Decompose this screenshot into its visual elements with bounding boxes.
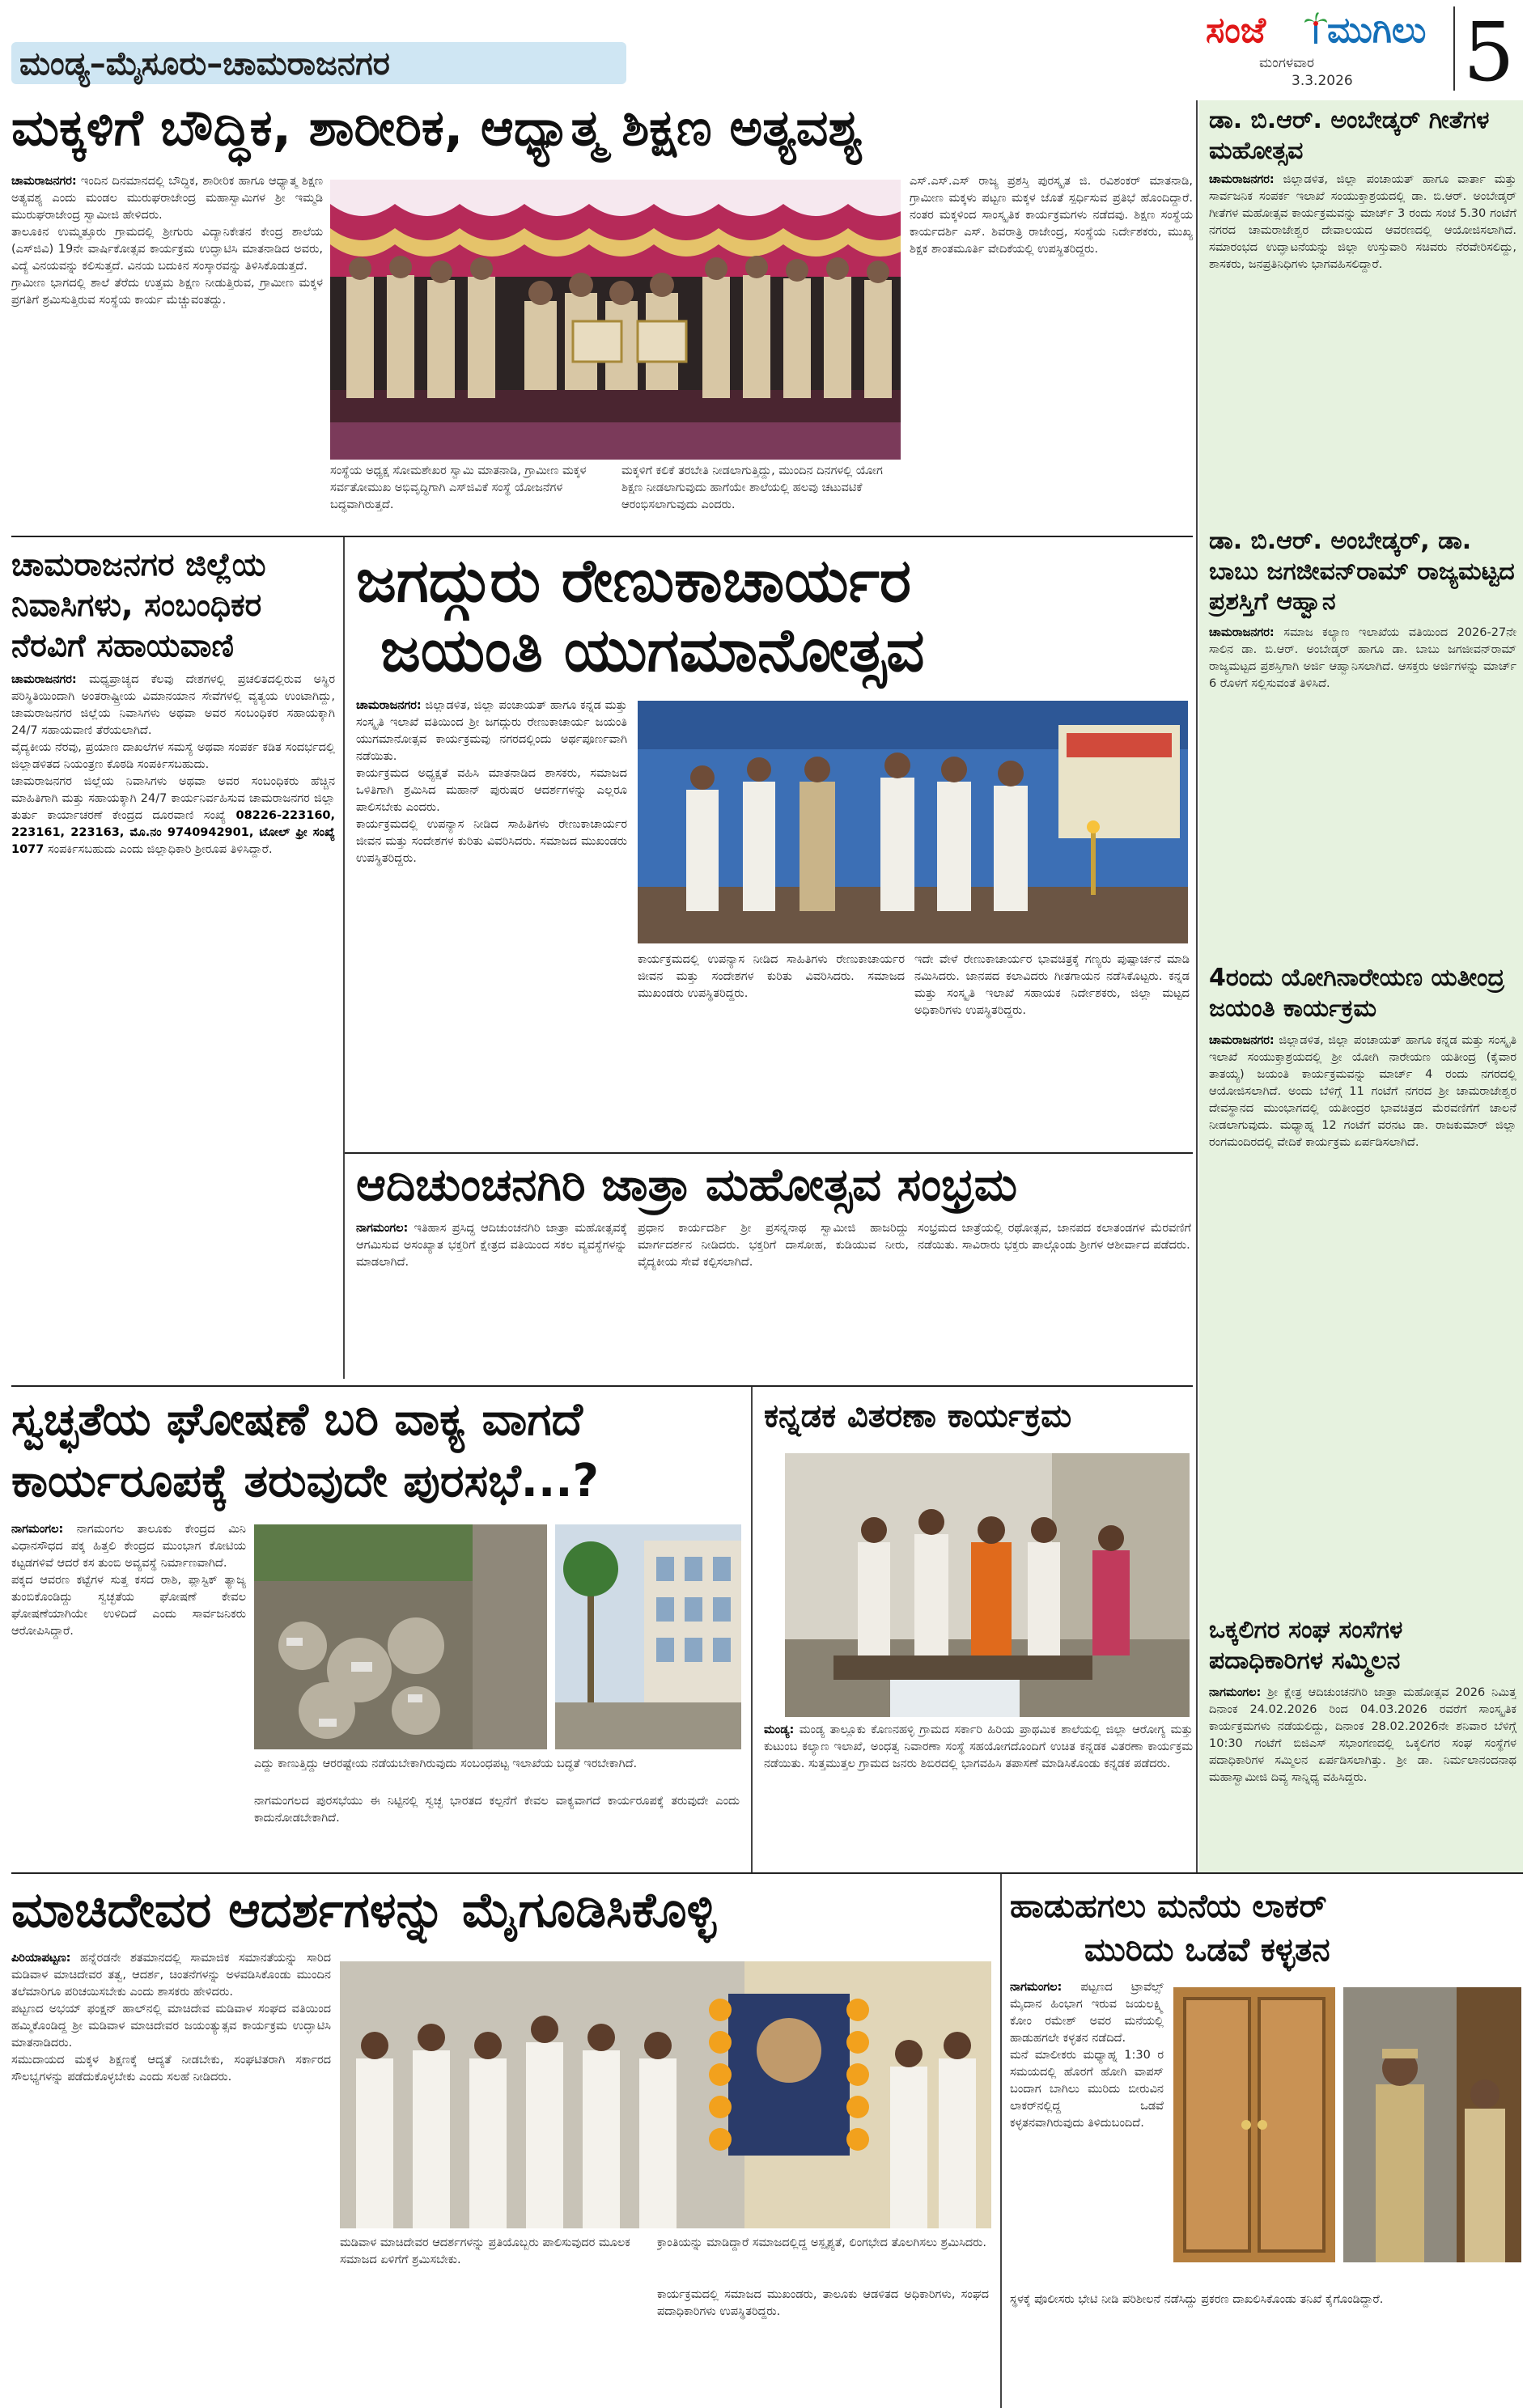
sidebar-vokkaliga-body — [1209, 1685, 1516, 1866]
sidebar-headline-vokkaliga: ಒಕ್ಕಲಿಗರ ಸಂಘ ಸಂಸೆಗಳ ಪದಾಧಿಕಾರಿಗಳ ಸಮ್ಮಿಲನ — [1209, 1616, 1403, 1675]
column-divider — [1196, 100, 1198, 1872]
article-helpline-body — [11, 672, 335, 1376]
lead-paragraph: ನಾಗಮಂಗಲ ತಾಲೂಕು ಕೇಂದ್ರದ ಮಿನಿ ವಿಧಾನಸೌಧದ ಪಕ್ಕ ಹಿತ್ತಲಿ ಕೇಂದ್ರದ ಮುಂಭಾಗ ಕೋಟಿಯ ಕಟ್ಟಡಗಳಿವೆ ಆದರೆ ಕಸ ತುಂಬಿ ಅವ್ಯವಸ್ಥೆ ನಿರ್ಮಾಣವಾಗಿದೆ. — [11, 1523, 246, 1570]
sidebar-headline-ambedkar-songs: ಡಾ. ಬಿ.ಆರ್. ಅಂಬೇಡ್ಕರ್ ಗೀತೆಗಳ ಮಹೋತ್ಸವ — [1209, 106, 1490, 165]
paragraph: ಸಮಾಜ ಕಲ್ಯಾಣ ಇಲಾಖೆಯ ವತಿಯಿಂದ 2026-27ನೇ ಸಾಲಿನ ಡಾ. ಬಿ.ಆರ್. ಅಂಬೇಡ್ಕರ್ ಹಾಗೂ ಡಾ. ಬಾಬು ಜಗಜೀವನ್‌ರಾಮ್ ರಾಜ್ಯಮಟ್ಟದ ಪ್ರಶಸ್ತಿಗಾಗಿ ಅರ್ಜಿ ಆಹ್ವಾನಿಸಲಾಗಿದೆ. ಆಸಕ್ತರು ಅರ್ಜಿಗಳನ್ನು ಮಾರ್ಚ್ 6 ರೊಳಗೆ ಸಲ್ಲಿಸುವಂತೆ ತಿಳಿಸಿದೆ. — [1209, 626, 1516, 690]
column-divider — [751, 1387, 753, 1872]
dateline: ಚಾಮರಾಜನಗರ: — [1209, 626, 1275, 639]
article-theft-conclusion: ಸ್ಥಳಕ್ಕೆ ಪೊಲೀಸರು ಭೇಟಿ ನೀಡಿ ಪರಿಶೀಲನೆ ನಡೆಸಿದ್ದು ಪ್ರಕರಣ ದಾಖಲಿಸಿಕೊಂಡು ತನಿಖೆ ಕೈಗೊಂಡಿದ್ದಾರೆ. — [1010, 2293, 1384, 2306]
sidebar-award-body — [1209, 625, 1516, 948]
photo-caption-left: ಸಂಸ್ಥೆಯ ಅಧ್ಯಕ್ಷ ಸೋಮಶೇಖರ ಸ್ವಾಮಿ ಮಾತನಾಡಿ, ಗ್ರಾಮೀಣ ಮಕ್ಕಳ ಸರ್ವತೋಮುಖ ಅಭಿವೃದ್ಧಿಗಾಗಿ ಎಸ್‌ಜಿವಿಕೆ ಸಂಸ್ಥೆ ಯೋಜನೆಗಳ ಬದ್ಧವಾಗಿರುತ್ತದೆ. — [330, 464, 587, 511]
lead-paragraph: ಜಿಲ್ಲಾಡಳಿತ, ಜಿಲ್ಲಾ ಪಂಚಾಯತ್ ಹಾಗೂ ಕನ್ನಡ ಮತ್ತು ಸಂಸ್ಕೃತಿ ಇಲಾಖೆ ವತಿಯಿಂದ ಶ್ರೀ ಜಗದ್ಗುರು ರೇಣುಕಾಚಾರ್ಯ ಜಯಂತಿ ಯುಗಮಾನೋತ್ಸವ ಕಾರ್ಯಕ್ರಮವು ನಗರದಲ್ಲಿಂದು ಅರ್ಥಪೂರ್ಣವಾಗಿ ನಡೆಯಿತು. — [356, 699, 627, 763]
paragraph: ತಾಲೂಕಿನ ಉಮ್ಮತ್ತೂರು ಗ್ರಾಮದಲ್ಲಿ ಶ್ರೀಗುರು ವಿದ್ಯಾನಿಕೇತನ ಕೇಂದ್ರ ಶಾಲೆಯ (ಎಸ್‌ಜಿವಿ) 19ನೇ ವಾರ್ಷಿಕೋತ್ಸವ ಕಾರ್ಯಕ್ರಮ ಉದ್ಘಾಟಿಸಿ ಮಾತನಾಡಿದ ಅವರು, ವಿದ್ಯೆ ವಿನಯವನ್ನು ಕಲಿಸುತ್ತದೆ. ವಿನಯ ಬದುಕಿನ ಸಂಸ್ಕಾರವನ್ನು ತಿಳಿಸಿಕೊಡುತ್ತದೆ. — [11, 226, 323, 273]
issue-day: ಮಂಗಳವಾರ — [1259, 55, 1315, 71]
article-renukacharya-body — [356, 697, 627, 1151]
lamp-lighting-illustration — [638, 701, 1188, 943]
article-education-right-column: ಎಸ್.ಎಸ್.ಎಸ್ ರಾಜ್ಯ ಪ್ರಶಸ್ತಿ ಪುರಸ್ಕೃತ ಜಿ. ರವಿಶಂಕರ್ ಮಾತನಾಡಿ, ಗ್ರಾಮೀಣ ಮಕ್ಕಳು ಪಟ್ಟಣ ಮಕ್ಕಳ ಜೊತೆ ಸ್ಪರ್ಧಿಸುವ ಪ್ರತಿಭೆ ಹೊಂದಿದ್ದಾರೆ. ನಂತರ ಮಕ್ಕಳಿಂದ ಸಾಂಸ್ಕೃತಿಕ ಕಾರ್ಯಕ್ರಮಗಳು ನಡೆದವು. ಶಿಕ್ಷಣ ಸಂಸ್ಥೆಯ ಕಾರ್ಯದರ್ಶಿ ಎಸ್. ಶಿವರಾತ್ರಿ ರಾಜೇಂದ್ರ, ಸಂಸ್ಥೆಯ ನಿರ್ದೇಶಕರು, ಮುಖ್ಯ ಶಿಕ್ಷಕ ಶಾಂತಮೂರ್ತಿ ವೇದಿಕೆಯಲ್ಲಿ ಉಪಸ್ಥಿತರಿದ್ದರು. — [910, 175, 1193, 256]
cupboard-illustration — [1173, 1987, 1335, 2262]
sidebar-ambedkar-songs-body — [1209, 172, 1516, 511]
photo-office-building — [555, 1524, 741, 1749]
lead-paragraph: ಇತಿಹಾಸ ಪ್ರಸಿದ್ಧ ಆದಿಚುಂಚನಗಿರಿ ಜಾತ್ರಾ ಮಹೋತ್ಸವಕ್ಕೆ ಆಗಮಿಸುವ ಅಸಂಖ್ಯಾತ ಭಕ್ತರಿಗೆ ಕ್ಷೇತ್ರದ ವತಿಯಿಂದ ಸಕಲ ವ್ಯವಸ್ಥೆಗಳನ್ನು ಮಾಡಲಾಗಿದೆ. — [356, 1222, 627, 1269]
photo-broken-cupboard — [1173, 1987, 1335, 2262]
photo-machideva-jayanti — [340, 1961, 991, 2228]
masthead-divider — [1453, 6, 1455, 91]
garbage-illustration — [254, 1524, 547, 1749]
paragraph: ಪಕ್ಕದ ಆವರಣ ಕಟ್ಟೆಗಳ ಸುತ್ತ ಕಸದ ರಾಶಿ, ಪ್ಲಾಸ್ಟಿಕ್ ತ್ಯಾಜ್ಯ ತುಂಬಿಕೊಂಡಿದ್ದು ಸ್ವಚ್ಛತೆಯ ಘೋಷಣೆ ಕೇವಲ ಘೋಷಣೆಯಾಗಿಯೇ ಉಳಿದಿದೆ ಎಂದು ಸಾರ್ವಜನಿಕರು ಆರೋಪಿಸಿದ್ದಾರೆ. — [11, 1574, 246, 1638]
paragraph: ಸಮುದಾಯದ ಮಕ್ಕಳ ಶಿಕ್ಷಣಕ್ಕೆ ಆದ್ಯತೆ ನೀಡಬೇಕು, ಸಂಘಟಿತರಾಗಿ ಸರ್ಕಾರದ ಸೌಲಭ್ಯಗಳನ್ನು ಪಡೆದುಕೊಳ್ಳಬೇಕು ಎಂದು ಸಲಹೆ ನೀಡಿದರು. — [11, 2054, 331, 2084]
section-title: ಮಂಡ್ಯ–ಮೈಸೂರು–ಚಾಮರಾಜನಗರ — [19, 45, 390, 83]
headline-renukacharya-line2: ಜಯಂತಿ ಯುಗಮಾನೋತ್ಸವ — [380, 616, 925, 685]
lead-paragraph: ಪಟ್ಟಣದ ಟ್ರಾವೆಲ್ಸ್ ಮೈದಾನ ಹಿಂಭಾಗ ಇರುವ ಜಯಲಕ್ಷ್ಮಿ ಕೋಂ ರಮೇಶ್ ಅವರ ಮನೆಯಲ್ಲಿ ಹಾಡುಹಗಲೇ ಕಳ್ಳತನ ನಡೆದಿದೆ. — [1010, 1981, 1164, 2045]
section-rule — [11, 1385, 1193, 1387]
headline-education: ಮಕ್ಕಳಿಗೆ ಬೌದ್ಧಿಕ, ಶಾರೀರಿಕ, ಆಧ್ಯಾತ್ಮ ಶಿಕ್ಷಣ ಅತ್ಯವಶ್ಯ — [11, 98, 863, 157]
photo-caption-right: ಕ್ರಾಂತಿಯನ್ನು ಮಾಡಿದ್ದಾರೆ ಸಮಾಜದಲ್ಲಿದ್ದ ಅಸ್ಪೃಶ್ಯತೆ, ಲಿಂಗಭೇದ ತೊಲಗಿಸಲು ಶ್ರಮಿಸಿದರು. — [657, 2236, 987, 2249]
lead-paragraph: ಮಧ್ಯಪ್ರಾಚ್ಯದ ಕೆಲವು ದೇಶಗಳಲ್ಲಿ ಪ್ರಚಲಿತದಲ್ಲಿರುವ ಅಸ್ಥಿರ ಪರಿಸ್ಥಿತಿಯಿಂದಾಗಿ ಅಂತರಾಷ್ಟ್ರೀಯ ವಿಮಾನಯಾನ ಸೇವೆಗಳಲ್ಲಿ ವ್ಯತ್ಯಯ ಉಂಟಾಗಿದ್ದು, ಚಾಮರಾಜನಗರ ಜಿಲ್ಲೆಯ ನಿವಾಸಿಗಳು ಅಥವಾ ಅವರ ಸಂಬಂಧಿಕರ ಸಹಾಯಕ್ಕಾಗಿ 24/7 ಸಹಾಯವಾಣಿ ತೆರೆಯಲಾಗಿದೆ. — [11, 673, 335, 737]
article-jatra-col1 — [356, 1220, 627, 1379]
page-number: 5 — [1463, 5, 1515, 100]
article-jatra-col2: ಪ್ರಧಾನ ಕಾರ್ಯದರ್ಶಿ ಶ್ರೀ ಪ್ರಸನ್ನನಾಥ ಸ್ವಾಮೀಜಿ ಹಾಜರಿದ್ದು ಮಾರ್ಗದರ್ಶನ ನೀಡಿದರು. ಭಕ್ತರಿಗೆ ದಾಸೋಹ, ಕುಡಿಯುವ ನೀರು, ವೈದ್ಯಕೀಯ ಸೇವೆ ಕಲ್ಪಿಸಲಾಗಿದೆ. — [638, 1222, 909, 1269]
photo-caption: ಎದ್ದು ಕಾಣುತ್ತಿದ್ದು ಆರರಷ್ಟೇಯ ನಡೆಯಬೇಕಾಗಿರುವುದು ಸಂಬಂಧಪಟ್ಟ ಇಲಾಖೆಯ ಬದ್ಧತೆ ಇರಬೇಕಾಗಿದೆ. — [254, 1757, 638, 1770]
section-rule — [345, 1152, 1193, 1154]
headline-helpline-line2: ನಿವಾಸಿಗಳು, ಸಂಬಂಧಿಕರ — [11, 587, 262, 624]
headline-cleanliness-line2: ಕಾರ್ಯರೂಪಕ್ಕೆ ತರುವುದೇ ಪುರಸಭೆ...? — [11, 1455, 599, 1507]
article-renukacharya-middle: ಕಾರ್ಯಕ್ರಮದಲ್ಲಿ ಉಪನ್ಯಾಸ ನೀಡಿದ ಸಾಹಿತಿಗಳು ರೇಣುಕಾಚಾರ್ಯರ ಜೀವನ ಮತ್ತು ಸಂದೇಶಗಳ ಕುರಿತು ವಿವರಿಸಿದರು. ಸಮಾಜದ ಮುಖಂಡರು ಉಪಸ್ಥಿತರಿದ್ದರು. — [638, 953, 905, 1000]
paragraph: ಚಾಮರಾಜನಗರ ಜಿಲ್ಲೆಯ ನಿವಾಸಿಗಳು ಅಥವಾ ಅವರ ಸಂಬಂಧಿಕರು ಹೆಚ್ಚಿನ ಮಾಹಿತಿಗಾಗಿ ಮತ್ತು ಸಹಾಯಕ್ಕಾಗಿ 24/7 ಕಾರ್ಯನಿರ್ವಹಿಸುವ ಚಾಮರಾಜನಗರ ಜಿಲ್ಲಾ ತುರ್ತು ಕಾರ್ಯಾಚರಣೆ ಕೇಂದ್ರದ ದೂರವಾಣಿ ಸಂಖ್ಯೆ — [11, 775, 335, 822]
headline-cleanliness-line1: ಸ್ವಚ್ಛತೆಯ ಘೋಷಣೆ ಬರಿ ವಾಕ್ಯ ವಾಗದೆ — [11, 1393, 583, 1446]
article-cleanliness-body — [11, 1521, 246, 1861]
photo-award-ceremony — [330, 180, 901, 460]
dateline: ಮಂಡ್ಯ: — [764, 1723, 795, 1736]
section-rule — [11, 1872, 1523, 1874]
article-jatra-col3: ಸಂಭ್ರಮದ ಜಾತ್ರೆಯಲ್ಲಿ ರಥೋತ್ಸವ, ಜಾನಪದ ಕಲಾತಂಡಗಳ ಮೆರವಣಿಗೆ ನಡೆಯಿತು. ಸಾವಿರಾರು ಭಕ್ತರು ಪಾಲ್ಗೊಂಡು ಶ್ರೀಗಳ ಆಶೀರ್ವಾದ ಪಡೆದರು. — [918, 1222, 1191, 1252]
sidebar-headline-yogi-jayanti: 4ರಂದು ಯೋಗಿನಾರೇಯಣ ಯತೀಂದ್ರ ಜಯಂತಿ ಕಾರ್ಯಕ್ರಮ — [1209, 964, 1505, 1023]
article-machideva-body — [11, 1950, 331, 2403]
dateline: ನಾಗಮಂಗಲ: — [1209, 1686, 1262, 1699]
headline-jatra: ಆದಿಚುಂಚನಗಿರಿ ಜಾತ್ರಾ ಮಹೋತ್ಸವ ಸಂಭ್ರಮ — [356, 1159, 1018, 1211]
article-machideva-closing: ಕಾರ್ಯಕ್ರಮದಲ್ಲಿ ಸಮಾಜದ ಮುಖಂಡರು, ತಾಲೂಕು ಆಡಳಿತದ ಅಧಿಕಾರಿಗಳು, ಸಂಘದ ಪದಾಧಿಕಾರಿಗಳು ಉಪಸ್ಥಿತರಿದ್ದರು. — [657, 2288, 989, 2318]
paragraph: ಶ್ರೀ ಕ್ಷೇತ್ರ ಆದಿಚುಂಚನಗಿರಿ ಜಾತ್ರಾ ಮಹೋತ್ಸವ 2026 ನಿಮಿತ್ತ ದಿನಾಂಕ 24.02.2026 ರಿಂದ 04.03.2026 ರವರೆಗೆ ಸಾಂಸ್ಕೃತಿಕ ಕಾರ್ಯಕ್ರಮಗಳು ನಡೆಯಲಿದ್ದು, ದಿನಾಂಕ 28.02.2026ನೇ ಶನಿವಾರ ಬೆಳಿಗ್ಗೆ 10:30 ಗಂಟೆಗೆ ಬಿಜಿಎಸ್ ಸಭಾಂಗಣದಲ್ಲಿ ಒಕ್ಕಲಿಗರ ಸಂಘ ಸಂಸ್ಥೆಗಳ ಪದಾಧಿಕಾರಿಗಳ ಸಮ್ಮಿಲನ ಏರ್ಪಡಿಸಲಾಗಿತ್ತು. ಶ್ರೀ ಡಾ. ನಿರ್ಮಲಾನಂದನಾಥ ಮಹಾಸ್ವಾಮೀಜಿ ದಿವ್ಯ ಸಾನ್ನಿಧ್ಯ ವಹಿಸಿದ್ದರು. — [1209, 1686, 1516, 1784]
paragraph: ವೈದ್ಯಕೀಯ ನೆರವು, ಪ್ರಯಾಣ ದಾಖಲೆಗಳ ಸಮಸ್ಯೆ ಅಥವಾ ಸಂಪರ್ಕ ಕಡಿತ ಸಂದರ್ಭದಲ್ಲಿ ಜಿಲ್ಲಾಡಳಿತದ ನಿಯಂತ್ರಣ ಕೊಠಡಿ ಸಂಪರ್ಕಿಸಬಹುದು. — [11, 741, 335, 771]
photo-lamp-lighting — [638, 701, 1188, 943]
jayanti-illustration — [340, 1961, 991, 2228]
photo-police-inspection — [1343, 1987, 1521, 2262]
paragraph: ಸಂಪರ್ಕಿಸಬಹುದು ಎಂದು ಜಿಲ್ಲಾಧಿಕಾರಿ ಶ್ರೀರೂಪ ತಿಳಿಸಿದ್ದಾರೆ. — [47, 843, 273, 856]
dateline: ಚಾಮರಾಜನಗರ: — [356, 699, 422, 712]
section-rule — [11, 536, 1193, 537]
headline-helpline-line3: ನೆರವಿಗೆ ಸಹಾಯವಾಣಿ — [11, 628, 234, 664]
lead-paragraph: ಹನ್ನೆರಡನೇ ಶತಮಾನದಲ್ಲಿ ಸಾಮಾಜಿಕ ಸಮಾನತೆಯನ್ನು ಸಾರಿದ ಮಡಿವಾಳ ಮಾಚಿದೇವರ ತತ್ವ, ಆದರ್ಶ, ಚಿಂತನೆಗಳನ್ನು ಅಳವಡಿಸಿಕೊಂಡು ಮುಂದಿನ ತಲೆಮಾರಿಗೂ ಪರಿಚಯಿಸಬೇಕು ಎಂದು ಶಾಸಕರು ಹೇಳಿದರು. — [11, 1952, 331, 1999]
stage-photo-illustration — [330, 180, 901, 460]
paragraph: ಗ್ರಾಮೀಣ ಭಾಗದಲ್ಲಿ ಶಾಲೆ ತೆರೆದು ಉತ್ತಮ ಶಿಕ್ಷಣ ನೀಡುತ್ತಿರುವ, ಗ್ರಾಮೀಣ ಮಕ್ಕಳ ಪ್ರಗತಿಗೆ ಶ್ರಮಿಸುತ್ತಿರುವ ಸಂಸ್ಥೆಯ ಕಾರ್ಯ ಮೆಚ್ಚುವಂತದ್ದು. — [11, 277, 323, 307]
headline-helpline-line1: ಚಾಮರಾಜನಗರ ಜಿಲ್ಲೆಯ — [11, 547, 266, 583]
headline-spectacles: ಕನ್ನಡಕ ವಿತರಣಾ ಕಾರ್ಯಕ್ರಮ — [764, 1397, 1072, 1435]
paragraph: ಕಾರ್ಯಕ್ರಮದಲ್ಲಿ ಉಪನ್ಯಾಸ ನೀಡಿದ ಸಾಹಿತಿಗಳು ರೇಣುಕಾಚಾರ್ಯರ ಜೀವನ ಮತ್ತು ಸಂದೇಶಗಳ ಕುರಿತು ವಿವರಿಸಿದರು. ಸಮಾಜದ ಮುಖಂಡರು ಉಪಸ್ಥಿತರಿದ್ದರು. — [356, 818, 627, 865]
dateline: ನಾಗಮಂಗಲ: — [356, 1222, 409, 1235]
photo-spectacle-distribution — [785, 1453, 1190, 1717]
headline-renukacharya-line1: ಜಗದ್ಗುರು ರೇಣುಕಾಚಾರ್ಯರ — [356, 546, 911, 616]
paragraph: ಮನೆ ಮಾಲೀಕರು ಮಧ್ಯಾಹ್ನ 1:30 ರ ಸಮಯದಲ್ಲಿ ಹೊರಗೆ ಹೋಗಿ ವಾಪಸ್ ಬಂದಾಗ ಬಾಗಿಲು ಮುರಿದು ಬೀರುವಿನ ಲಾಕರ್‌ನಲ್ಲಿದ್ದ ಒಡವೆ ಕಳ್ಳತನವಾಗಿರುವುದು ತಿಳಿದುಬಂದಿದೆ. — [1010, 2049, 1164, 2130]
dateline: ಚಾಮರಾಜನಗರ: — [11, 175, 77, 188]
logo-word-mugilu: ಮುಗಿಲು — [1327, 10, 1427, 51]
paragraph: ಕಾರ್ಯಕ್ರಮದ ಅಧ್ಯಕ್ಷತೆ ವಹಿಸಿ ಮಾತನಾಡಿದ ಶಾಸಕರು, ಸಮಾಜದ ಒಳಿತಿಗಾಗಿ ಶ್ರಮಿಸಿದ ಮಹಾನ್ ಪುರುಷರ ಆದರ್ಶಗಳನ್ನು ಎಲ್ಲರೂ ಪಾಲಿಸಬೇಕು ಎಂದರು. — [356, 767, 627, 814]
building-illustration — [555, 1524, 741, 1749]
palm-tree-icon — [1304, 11, 1327, 44]
dateline: ಪಿರಿಯಾಪಟ್ಟಣ: — [11, 1952, 71, 1965]
logo-word-sanje: ಸಂಜೆ — [1206, 10, 1266, 51]
paragraph: ಪಟ್ಟಣದ ಅಭಯ್ ಫಂಕ್ಷನ್ ಹಾಲ್‌ನಲ್ಲಿ ಮಾಚಿದೇವ ಮಡಿವಾಳ ಸಂಘದ ವತಿಯಿಂದ ಹಮ್ಮಿಕೊಂಡಿದ್ದ ಶ್ರೀ ಮಡಿವಾಳ ಮಾಚಿದೇವರ ಜಯಂತ್ಯುತ್ಸವ ಕಾರ್ಯಕ್ರಮ ಉದ್ಘಾಟಿಸಿ ಮಾತನಾಡಿದರು. — [11, 2003, 331, 2050]
issue-date: 3.3.2026 — [1292, 73, 1353, 89]
paragraph: ಮಂಡ್ಯ ತಾಲ್ಲೂಕು ಕೊಣನಹಳ್ಳಿ ಗ್ರಾಮದ ಸರ್ಕಾರಿ ಹಿರಿಯ ಪ್ರಾಥಮಿಕ ಶಾಲೆಯಲ್ಲಿ ಜಿಲ್ಲಾ ಆರೋಗ್ಯ ಮತ್ತು ಕುಟುಂಬ ಕಲ್ಯಾಣ ಇಲಾಖೆ, ಅಂಧತ್ವ ನಿವಾರಣಾ ಸಂಸ್ಥೆ ಸಹಯೋಗದೊಂದಿಗೆ ಉಚಿತ ಕನ್ನಡಕ ವಿತರಣಾ ಕಾರ್ಯಕ್ರಮ ನಡೆಯಿತು. ಸುತ್ತಮುತ್ತಲ ಗ್ರಾಮದ ಜನರು ಶಿಬಿರದಲ್ಲಿ ಭಾಗವಹಿಸಿ ತಪಾಸಣೆ ಮಾಡಿಸಿಕೊಂಡು ಕನ್ನಡಕ ಪಡೆದರು. — [764, 1723, 1193, 1770]
photo-garbage-pile — [254, 1524, 547, 1749]
dateline: ಚಾಮರಾಜನಗರ: — [1209, 173, 1275, 186]
dateline: ಚಾಮರಾಜನಗರ: — [11, 673, 77, 686]
paragraph: ಜಿಲ್ಲಾಡಳಿತ, ಜಿಲ್ಲಾ ಪಂಚಾಯತ್ ಹಾಗೂ ಕನ್ನಡ ಮತ್ತು ಸಂಸ್ಕೃತಿ ಇಲಾಖೆ ಸಂಯುಕ್ತಾಶ್ರಯದಲ್ಲಿ ಶ್ರೀ ಯೋಗಿ ನಾರೇಯಣ ಯತೀಂದ್ರ (ಕೈವಾರ ತಾತಯ್ಯ) ಜಯಂತಿ ಕಾರ್ಯಕ್ರಮವನ್ನು ಮಾರ್ಚ್ 4 ರಂದು ನಗರದಲ್ಲಿ ಆಯೋಜಿಸಲಾಗಿದೆ. ಅಂದು ಬೆಳಿಗ್ಗೆ 11 ಗಂಟೆಗೆ ನಗರದ ಶ್ರೀ ಚಾಮರಾಜೇಶ್ವರ ದೇವಸ್ಥಾನದ ಮುಂಭಾಗದಲ್ಲಿ ಯತೀಂದ್ರರ ಭಾವಚಿತ್ರದ ಮೆರವಣಿಗೆಗೆ ಚಾಲನೆ ನೀಡಲಾಗುವುದು. ಮಧ್ಯಾಹ್ನ 12 ಗಂಟೆಗೆ ವರನಟ ಡಾ. ರಾಜಕುಮಾರ್ ಜಿಲ್ಲಾ ರಂಗಮಂದಿರದಲ್ಲಿ ವೇದಿಕೆ ಕಾರ್ಯಕ್ರಮ ಏರ್ಪಡಿಸಲಾಗಿದೆ. — [1209, 1034, 1516, 1149]
headline-theft-line1: ಹಾಡುಹಗಲು ಮನೆಯ ಲಾಕರ್ — [1010, 1888, 1327, 1925]
helpline-numbers: 08226-223160, 223161, 223163, ಮೊ.ನಂ 9740942901, ಟೋಲ್ ಫ್ರೀ ಸಂಖ್ಯೆ 1077 — [11, 809, 335, 856]
lead-paragraph: ಇಂದಿನ ದಿನಮಾನದಲ್ಲಿ ಬೌದ್ಧಿಕ, ಶಾರೀರಿಕ ಹಾಗೂ ಆಧ್ಯಾತ್ಮ ಶಿಕ್ಷಣ ಅತ್ಯವಶ್ಯ ಎಂದು ಮಂಡಲ ಮುರುಘರಾಜೇಂದ್ರ ಮಹಾಸ್ವಾಮಿಗಳ ಶ್ರೀ ಇಮ್ಮಡಿ ಮುರುಘರಾಜೇಂದ್ರ ಸ್ವಾಮೀಜಿ ಹೇಳಿದರು. — [11, 175, 323, 222]
column-divider — [1000, 1874, 1002, 2408]
dateline: ನಾಗಮಂಗಲ: — [1010, 1981, 1063, 1994]
photo-caption-right: ಮಕ್ಕಳಿಗೆ ಕಲಿಕೆ ತರಬೇತಿ ನೀಡಲಾಗುತ್ತಿದ್ದು, ಮುಂದಿನ ದಿನಗಳಲ್ಲಿ ಯೋಗ ಶಿಕ್ಷಣ ನೀಡಲಾಗುವುದು ಹಾಗೆಯೇ ಶಾಲೆಯಲ್ಲಿ ಹಲವು ಚಟುವಟಿಕೆ ಆರಂಭಿಸಲಾಗುವುದು ಎಂದರು. — [621, 464, 883, 511]
article-spectacles-body — [764, 1722, 1193, 1867]
article-education-body — [11, 173, 323, 464]
police-illustration — [1343, 1987, 1521, 2262]
dateline: ಚಾಮರಾಜನಗರ: — [1209, 1034, 1275, 1047]
photo-caption-left: ಮಡಿವಾಳ ಮಾಚಿದೇವರ ಆದರ್ಶಗಳನ್ನು ಪ್ರತಿಯೊಬ್ಬರು ಪಾಲಿಸುವುದರ ಮೂಲಕ ಸಮಾಜದ ಏಳಿಗೆಗೆ ಶ್ರಮಿಸಬೇಕು. — [340, 2236, 630, 2266]
dateline: ನಾಗಮಂಗಲ: — [11, 1523, 64, 1536]
sidebar-headline-award: ಡಾ. ಬಿ.ಆರ್. ಅಂಬೇಡ್ಕರ್, ಡಾ. ಬಾಬು ಜಗಜೀವನ್‌ರಾಮ್ ರಾಜ್ಯಮಟ್ಟದ ಪ್ರಶಸ್ತಿಗೆ ಆಹ್ವಾನ — [1209, 527, 1515, 616]
paragraph: ಜಿಲ್ಲಾಡಳಿತ, ಜಿಲ್ಲಾ ಪಂಚಾಯತ್ ಹಾಗೂ ವಾರ್ತಾ ಮತ್ತು ಸಾರ್ವಜನಿಕ ಸಂಪರ್ಕ ಇಲಾಖೆ ಸಂಯುಕ್ತಾಶ್ರಯದಲ್ಲಿ ಡಾ. ಬಿ.ಆರ್. ಅಂಬೇಡ್ಕರ್ ಗೀತೆಗಳ ಮಹೋತ್ಸವ ಕಾರ್ಯಕ್ರಮವನ್ನು ಮಾರ್ಚ್ 3 ರಂದು ಸಂಜೆ 5.30 ಗಂಟೆಗೆ ನಗರದ ಚಾಮರಾಜೇಶ್ವರ ದೇವಾಲಯದ ಆವರಣದಲ್ಲಿ ಆಯೋಜಿಸಲಾಗಿದೆ. ಸಮಾರಂಭದ ಉದ್ಘಾಟನೆಯನ್ನು ಜಿಲ್ಲಾ ಉಸ್ತುವಾರಿ ಸಚಿವರು ನೆರವೇರಿಸಲಿದ್ದು, ಶಾಸಕರು, ಜನಪ್ರತಿನಿಧಿಗಳು ಭಾಗವಹಿಸಲಿದ್ದಾರೆ. — [1209, 173, 1516, 271]
column-divider — [343, 537, 345, 1379]
headline-machideva: ಮಾಚಿದೇವರ ಆದರ್ಶಗಳನ್ನು ಮೈಗೂಡಿಸಿಕೊಳ್ಳಿ — [11, 1882, 717, 1939]
spectacle-camp-illustration — [785, 1453, 1190, 1717]
headline-theft-line2: ಮುರಿದು ಒಡವೆ ಕಳ್ಳತನ — [1084, 1931, 1330, 1969]
article-renukacharya-right: ಇದೇ ವೇಳೆ ರೇಣುಕಾಚಾರ್ಯರ ಭಾವಚಿತ್ರಕ್ಕೆ ಗಣ್ಯರು ಪುಷ್ಪಾರ್ಚನೆ ಮಾಡಿ ನಮಿಸಿದರು. ಜಾನಪದ ಕಲಾವಿದರು ಗೀತಗಾಯನ ನಡೆಸಿಕೊಟ್ಟರು. ಕನ್ನಡ ಮತ್ತು ಸಂಸ್ಕೃತಿ ಇಲಾಖೆ ಸಹಾಯಕ ನಿರ್ದೇಶಕರು, ಜಿಲ್ಲಾ ಮಟ್ಟದ ಅಧಿಕಾರಿಗಳು ಉಪಸ್ಥಿತರಿದ್ದರು. — [914, 953, 1190, 1017]
article-cleanliness-conclusion: ನಾಗಮಂಗಲದ ಪುರಸಭೆಯು ಈ ನಿಟ್ಟಿನಲ್ಲಿ ಸ್ವಚ್ಛ ಭಾರತದ ಕಲ್ಪನೆಗೆ ಕೇವಲ ವಾಕ್ಯವಾಗದೆ ಕಾರ್ಯರೂಪಕ್ಕೆ ತರುವುದೇ ಎಂದು ಕಾದುನೋಡಬೇಕಾಗಿದೆ. — [254, 1795, 740, 1825]
article-theft-body — [1010, 1979, 1164, 2287]
sidebar-yogi-jayanti-body — [1209, 1032, 1516, 1453]
